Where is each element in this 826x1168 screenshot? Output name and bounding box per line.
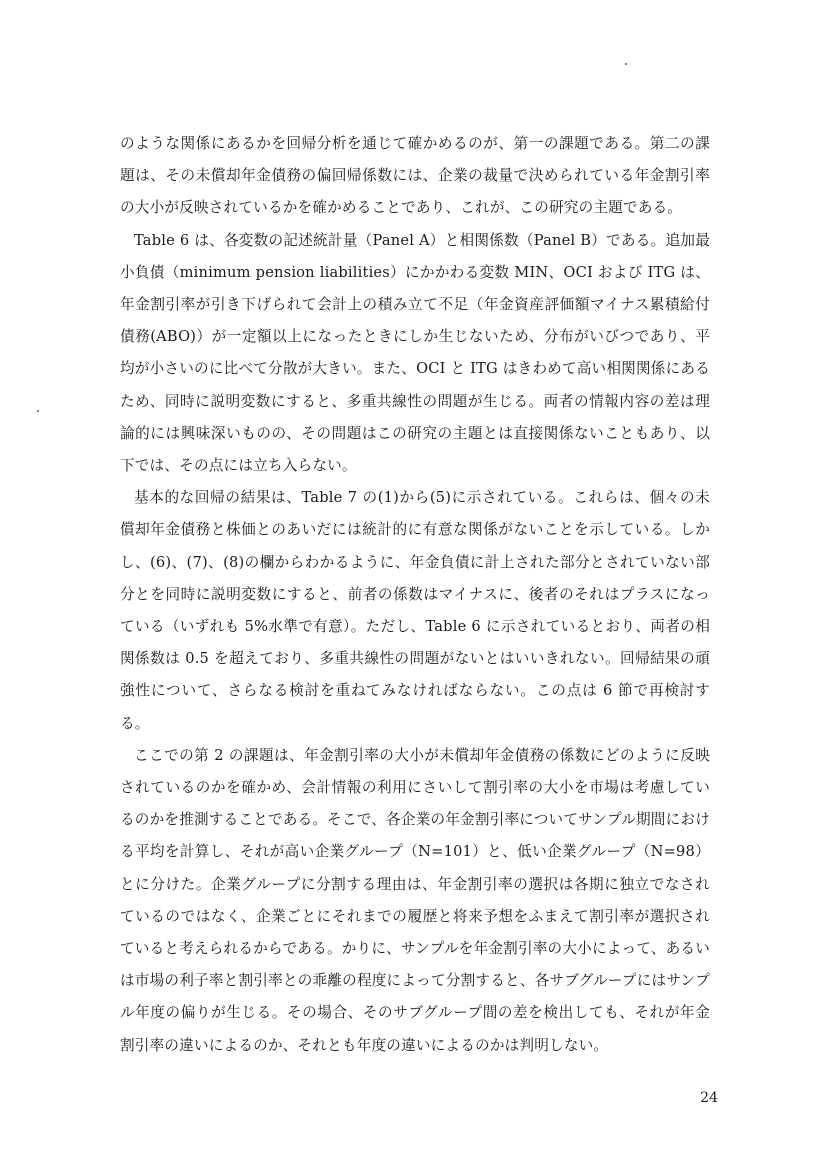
body-text — [120, 128, 710, 1062]
scan-speck — [37, 410, 39, 412]
page-number: 24 — [700, 1090, 718, 1106]
paragraph-discount-rate-analysis: ここでの第 2 の課題は、年金割引率の大小が未償却年金債務の係数にどのように反映されているのかを確かめ、会計情報の利用にさいして割引率の大小を市場は考慮しているのかを推測することである。そこで、各企業の年金割引率についてサンプル期間における平均を計算し、それが高い企業グループ（N=101）と、低い企業グループ（N=98）とに分けた。企業グループに分割する理由は、年金割引率の選択は各期に独立でなされているのではなく、企業ごとにそれまでの履歴と将来予想をふまえて割引率が選択されていると考えられるからである。かりに、サンプルを年金割引率の大小によって、あるいは市場の利子率と割引率との乖離の程度によって分割すると、各サブグループにはサンプル年度の偏りが生じる。その場合、そのサブグループ間の差を検出しても、それが年金割引率の違いによるのか、それとも年度の違いによるのかは判明しない。 — [120, 746, 711, 1054]
paragraph-regression-results: 基本的な回帰の結果は、Table 7 の(1)から(5)に示されている。これらは、個々の未償却年金債務と株価とのあいだには統計的に有意な関係がないことを示している。しかし、(6)、(7)、(8)の欄からわかるように、年金負債に計上された部分とされていない部分とを同時に説明変数にすると、前者の係数はマイナスに、後者のそれはプラスになっている（いずれも 5%水準で有意）。ただし、Table 6 に示されているとおり、両者の相関係数は 0.5 を超えており、多重共線性の問題がないとはいいきれない。回帰結果の頑強性について、さらなる検討を重ねてみなければならない。この点は 6 節で再検討する。 — [120, 489, 710, 732]
paragraph-continuation: のような関係にあるかを回帰分析を通じて確かめるのが、第一の課題である。第二の課題は、その未償却年金債務の偏回帰係数には、企業の裁量で決められている年金割引率の大小が反映されているかを確かめることであり、これが、この研究の主題である。 — [120, 135, 710, 217]
paragraph-table6-description: Table 6 は、各変数の記述統計量（Panel A）と相関係数（Panel B）である。追加最小負債（minimum pension liabilities）にかかわる変数 MIN、OCI および ITG は、年金割引率が引き下げられて会計上の積み立て不足（年金資産評価額マイナス累積給付債務(ABO)）が一定額以上になったときにしか生じないため、分布がいびつであり、平均が小さいのに比べて分散が大きい。また、OCI と ITG はきわめて高い相関関係にあるため、同時に説明変数にすると、多重共線性の問題が生じる。両者の情報内容の差は理論的には興味深いものの、その問題はこの研究の主題とは直接関係ないこともあり、以下では、その点には立ち入らない。 — [120, 231, 710, 475]
scan-speck — [625, 63, 627, 65]
